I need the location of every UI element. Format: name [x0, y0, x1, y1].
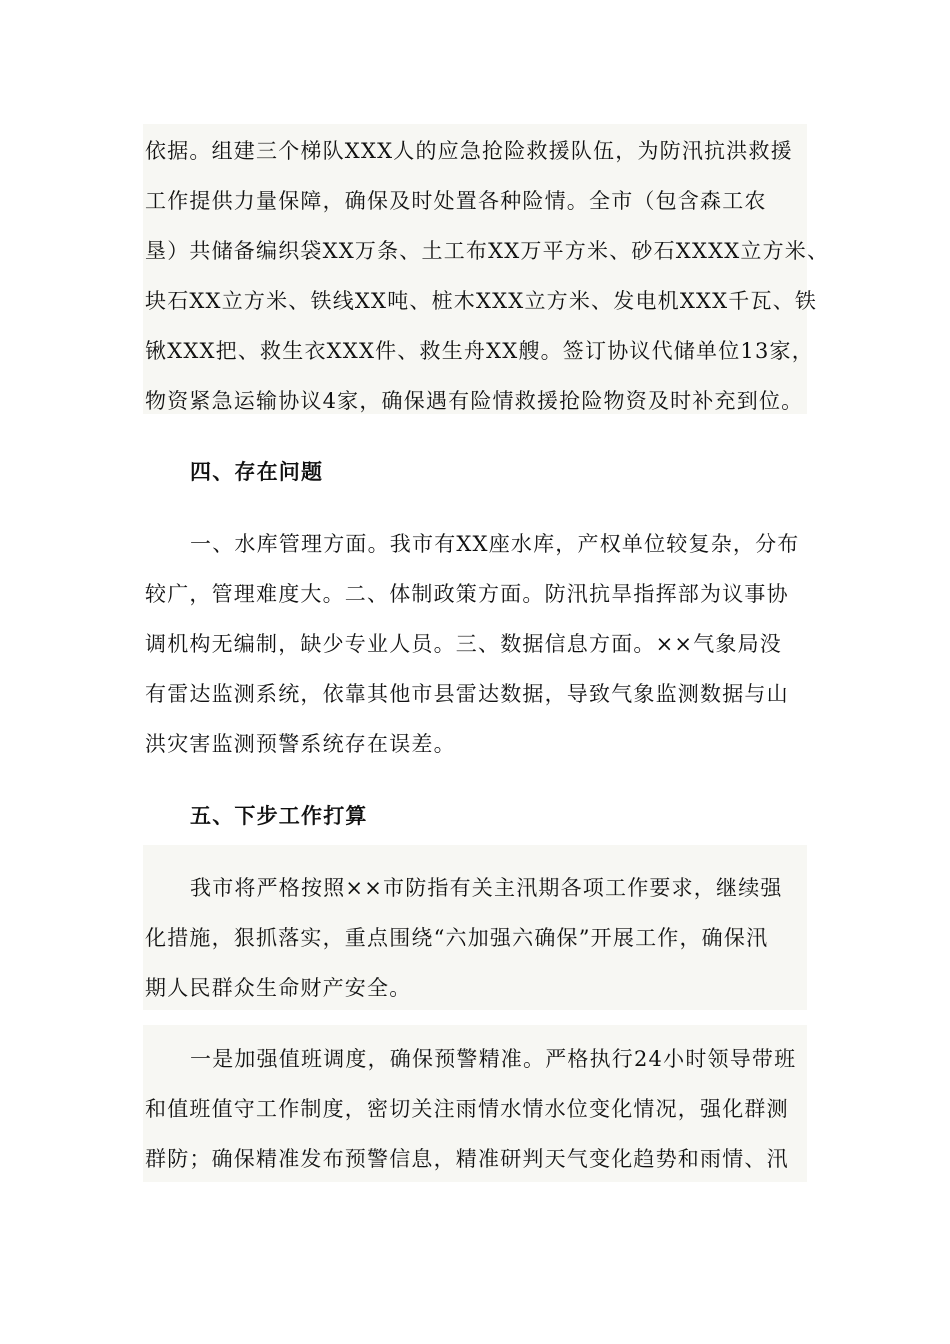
paragraph-line: 化措施，狠抓落实，重点围绕“六加强六确保”开展工作，确保汛 — [145, 926, 769, 950]
paragraph-line: 我市将严格按照××市防指有关主汛期各项工作要求，继续强 — [190, 876, 783, 900]
paragraph-line: 依据。组建三个梯队XXX人的应急抢险救援队伍，为防汛抗洪救援 — [145, 139, 793, 163]
paragraph-line: 群防；确保精准发布预警信息，精准研判天气变化趋势和雨情、汛 — [145, 1147, 789, 1171]
paragraph-line: 和值班值守工作制度，密切关注雨情水情水位变化情况，强化群测 — [145, 1097, 789, 1121]
paragraph-line: 垦）共储备编织袋XX万条、土工布XX万平方米、砂石XXXX立方米、 — [145, 239, 830, 263]
paragraph-line: 有雷达监测系统，依靠其他市县雷达数据，导致气象监测数据与山 — [145, 682, 789, 706]
paragraph-line: 锹XXX把、救生衣XXX件、救生舟XX艘。签订协议代储单位13家， — [145, 339, 814, 363]
paragraph-line: 较广，管理难度大。二、体制政策方面。防汛抗旱指挥部为议事协 — [145, 582, 789, 606]
paragraph-line: 物资紧急运输协议4家，确保遇有险情救援抢险物资及时补充到位。 — [145, 389, 804, 413]
text-block-background-top — [143, 124, 807, 414]
paragraph-line: 期人民群众生命财产安全。 — [145, 976, 412, 1000]
paragraph-line: 块石XX立方米、铁线XX吨、桩木XXX立方米、发电机XXX千瓦、铁 — [145, 289, 818, 313]
paragraph-line: 调机构无编制，缺少专业人员。三、数据信息方面。××气象局没 — [145, 632, 782, 656]
paragraph-line: 洪灾害监测预警系统存在误差。 — [145, 732, 456, 756]
section-heading-next-steps: 五、下步工作打算 — [190, 803, 368, 828]
paragraph-line: 一、水库管理方面。我市有XX座水库，产权单位较复杂，分布 — [190, 532, 800, 556]
paragraph-line: 一是加强值班调度，确保预警精准。严格执行24小时领导带班 — [190, 1047, 797, 1071]
paragraph-line: 工作提供力量保障，确保及时处置各种险情。全市（包含森工农 — [145, 189, 767, 213]
section-heading-problems: 四、存在问题 — [190, 459, 324, 484]
